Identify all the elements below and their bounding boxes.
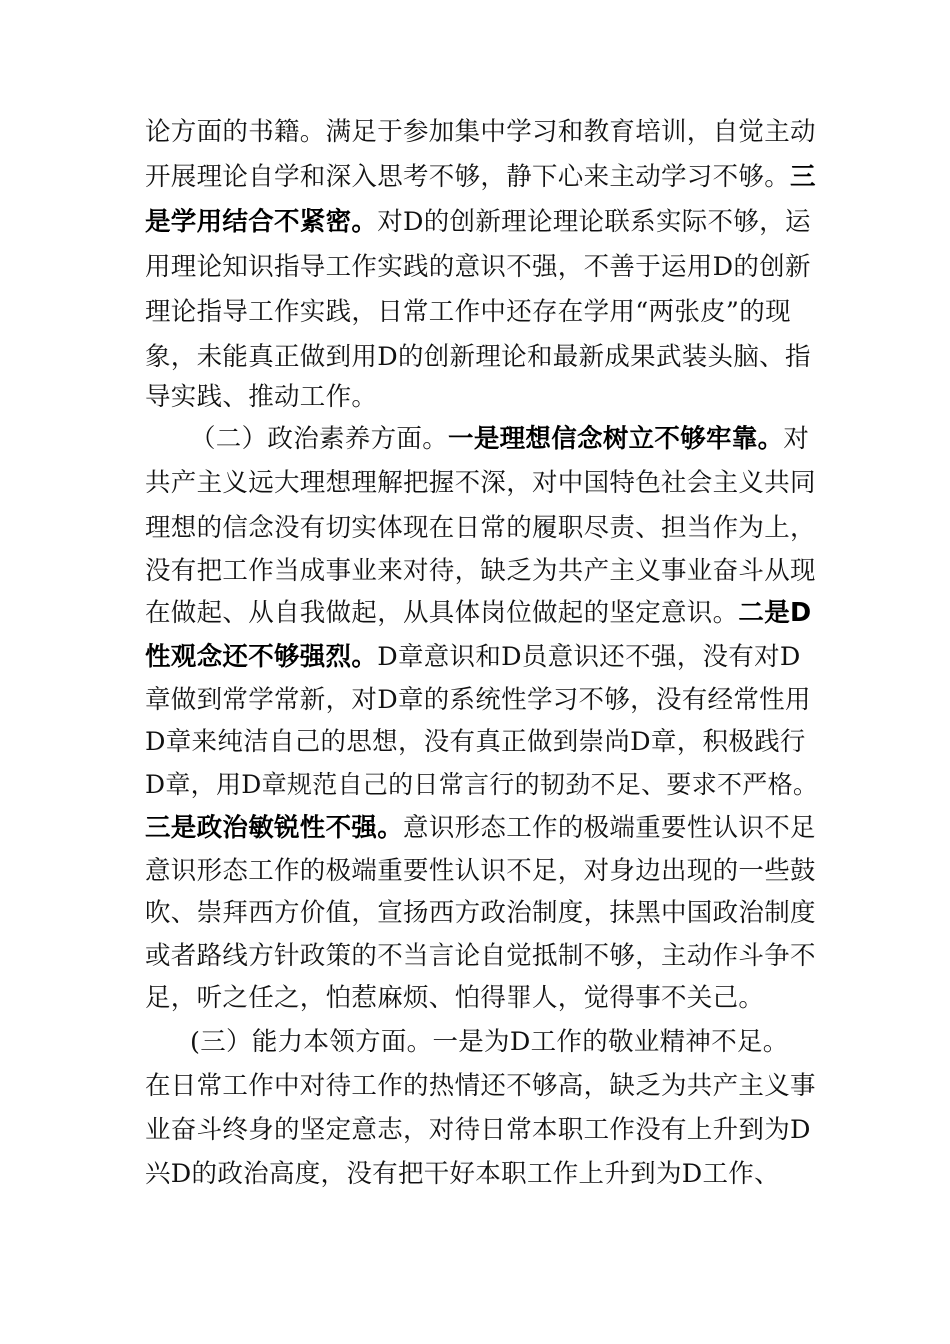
text-line: 吹、崇拜西方价值，宣扬西方政治制度，抹黑中国政治制度 [145, 898, 816, 928]
text-line: 开展理论自学和深入思考不够，静下心来主动学习不够。三 [145, 162, 816, 192]
text-line: 是学用结合不紧密。对D的创新理论理论联系实际不够，运 [145, 207, 811, 237]
text-line: 论方面的书籍。满足于参加集中学习和教育培训，自觉主动 [145, 117, 816, 147]
emphasis-heading: 性观念还不够强烈。 [145, 642, 378, 672]
text-line: 业奋斗终身的坚定意志，对待日常本职工作没有上升到为D [145, 1115, 811, 1145]
text-line: 在日常工作中对待工作的热情还不够高，缺乏为共产主义事 [145, 1071, 816, 1101]
text-line: 或者路线方针政策的不当言论自觉抵制不够，主动作斗争不 [145, 941, 816, 971]
emphasis-heading: 三是政治敏锐性不强。 [145, 813, 404, 843]
text-line: 用理论知识指导工作实践的意识不强，不善于运用D的创新 [145, 252, 811, 282]
text-line: 象，未能真正做到用D的创新理论和最新成果武装头脑、指 [145, 342, 811, 372]
emphasis-heading: 一是理想信念树立不够牢靠。 [448, 424, 784, 454]
text-line: 足，听之任之，怕惹麻烦、怕得罪人，觉得事不关己。 [145, 983, 765, 1013]
text-line: 兴D的政治高度，没有把干好本职工作上升到为D工作、 [145, 1159, 780, 1189]
text-line: D章来纯洁自己的思想，没有真正做到崇尚D章，积极践行 [145, 727, 806, 757]
emphasis-heading: 三 [790, 162, 816, 192]
text-line: （二）政治素养方面。一是理想信念树立不够牢靠。对 [190, 424, 810, 454]
emphasis-heading: 是学用结合不紧密。 [145, 207, 378, 237]
text-line: (三）能力本领方面。一是为D工作的敬业精神不足。 [190, 1027, 789, 1057]
emphasis-heading: 二是D [738, 598, 812, 628]
text-line: 没有把工作当成事业来对待，缺乏为共产主义事业奋斗从现 [145, 556, 816, 586]
text-line: 共产主义远大理想理解把握不深，对中国特色社会主义共同 [145, 468, 816, 498]
text-line: 意识形态工作的极端重要性认识不足，对身边出现的一些鼓 [145, 856, 816, 886]
text-line: 性观念还不够强烈。D章意识和D员意识还不强，没有对D [145, 642, 801, 672]
text-line: 导实践、推动工作。 [145, 382, 378, 412]
text-line: 在做起、从自我做起，从具体岗位做起的坚定意识。二是D [145, 598, 812, 628]
text-line: 三是政治敏锐性不强。意识形态工作的极端重要性认识不足 [145, 813, 816, 843]
text-line: 理论指导工作实践，日常工作中还存在学用“两张皮”的现 [145, 297, 791, 327]
text-line: 理想的信念没有切实体现在日常的履职尽责、担当作为上， [145, 513, 816, 543]
text-line: D章，用D章规范自己的日常言行的韧劲不足、要求不严格。 [145, 770, 819, 799]
text-line: 章做到常学常新，对D章的系统性学习不够，没有经常性用 [145, 685, 811, 715]
